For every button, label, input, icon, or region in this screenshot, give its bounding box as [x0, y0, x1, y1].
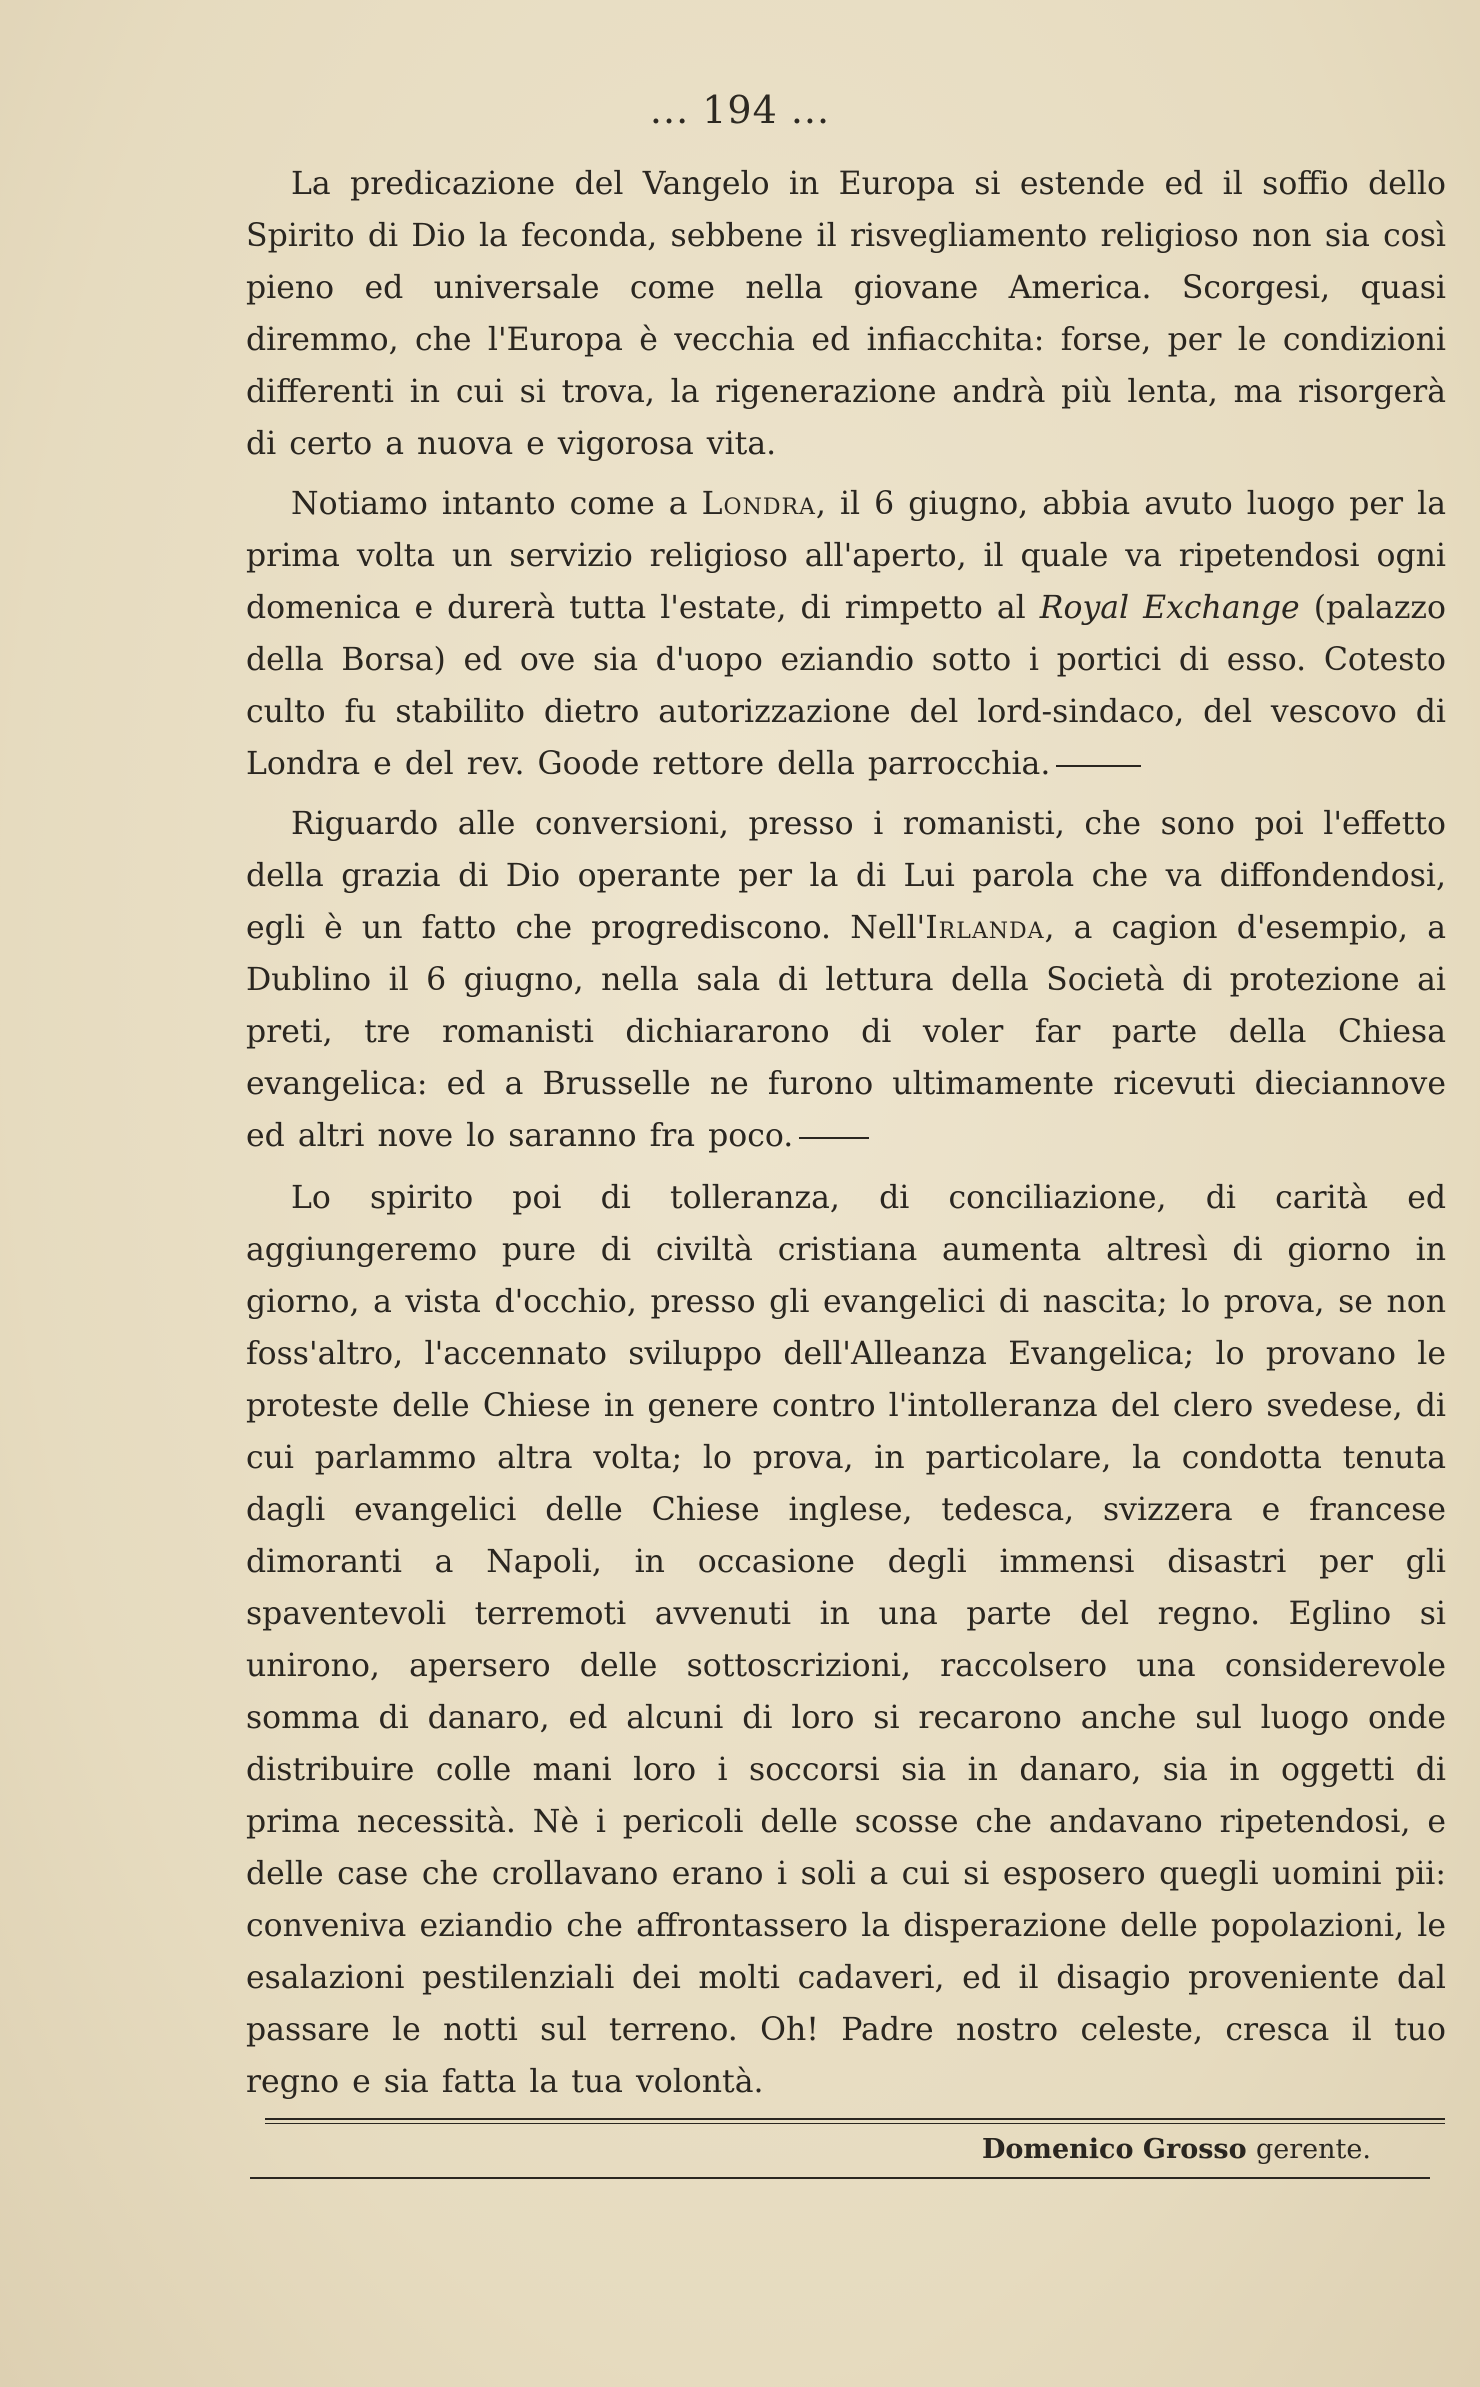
place-name-irlanda: Irlanda [925, 910, 1045, 946]
article-body [246, 158, 1446, 2108]
paragraph-text: (palazzo della Borsa) ed ove sia d'uopo eziandio sotto i portici di esso. Cotesto culto fu stabilito dietro autorizzazione del lord-sindaco, del vescovo di Londra e del rev. Goode rettore della parrocchia. [246, 590, 1446, 782]
footer-rule-top-thin [265, 2123, 1445, 2124]
paragraph-text: , a cagion d'esempio, a Dublino il 6 giugno, nella sala di lettura della Società di protezione ai preti, tre romanisti dichiararono di voler far parte della Chiesa evangelica: ed a Brusselle ne furono ultimamente ricevuti dieciannove ed altri nove lo saranno fra poco. [246, 910, 1446, 1154]
signature [982, 2128, 1371, 2172]
paragraph-london [246, 478, 1446, 790]
paragraph-tolerance [246, 1172, 1446, 2108]
paragraph-text: Notiamo intanto come a [291, 486, 702, 522]
place-name-londra: Londra [701, 486, 816, 522]
paragraph-europe [246, 158, 1446, 470]
footer-rule-bottom [250, 2177, 1430, 2179]
paragraph-text: Riguardo alle conversioni, presso i romanisti, che sono poi l'effetto della grazia di Dio operante per la di Lui parola che va diffondendosi, egli è un fatto che progrediscono. Nell' [246, 806, 1446, 946]
signature-role: gerente. [1256, 2134, 1371, 2165]
paragraph-text: La predicazione del Vangelo in Europa si estende ed il soffio dello Spirito di Dio la feconda, sebbene il risvegliamento religioso non sia così pieno ed universale come nella giovane America. Scorgesi, quasi diremmo, che l'Europa è vecchia ed infiacchita: forse, per le condizioni differenti in cui si trova, la rigenerazione andrà più lenta, ma risorgerà di certo a nuova e vigorosa vita. [246, 166, 1446, 462]
page-number: ... 194 ... [649, 88, 831, 132]
footer-rule-top [265, 2118, 1445, 2120]
signature-name: Domenico Grosso [982, 2134, 1247, 2165]
paragraph-text: , il 6 giugno, abbia avuto luogo per la prima volta un servizio religioso all'aperto, il quale va ripetendosi ogni domenica e durerà tutta l'estate, di rimpetto al [246, 486, 1446, 626]
royal-exchange-italic: Royal Exchange [1039, 590, 1300, 626]
paragraph-conversions [246, 798, 1446, 1162]
section-dash [799, 1137, 869, 1139]
paragraph-text: Lo spirito poi di tolleranza, di conciliazione, di carità ed aggiungeremo pure di civiltà cristiana aumenta altresì di giorno in giorno, a vista d'occhio, presso gli evangelici di nascita; lo prova, se non foss'altro, l'accennato sviluppo dell'Alleanza Evangelica; lo provano le proteste delle Chiese in genere contro l'intolleranza del clero svedese, di cui parlammo altra volta; lo prova, in particolare, la condotta tenuta dagli evangelici delle Chiese inglese, tedesca, svizzera e francese dimoranti a Napoli, in occasione degli immensi disastri per gli spaventevoli terremoti avvenuti in una parte del regno. Eglino si unirono, apersero delle sottoscrizioni, raccolsero una considerevole somma di danaro, ed alcuni di loro si recarono anche sul luogo onde distribuire colle mani loro i soccorsi sia in danaro, sia in oggetti di prima necessità. Nè i pericoli delle scosse che andavano ripetendosi, e delle case che crollavano erano i soli a cui si esposero quegli uomini pii: conveniva eziandio che affrontassero la disperazione delle popolazioni, le esalazioni pestilenziali dei molti cadaveri, ed il disagio proveniente dal passare le notti sul terreno. Oh! Padre nostro celeste, cresca il tuo regno e sia fatta la tua volontà. [246, 1180, 1446, 2100]
section-dash [1056, 765, 1141, 767]
